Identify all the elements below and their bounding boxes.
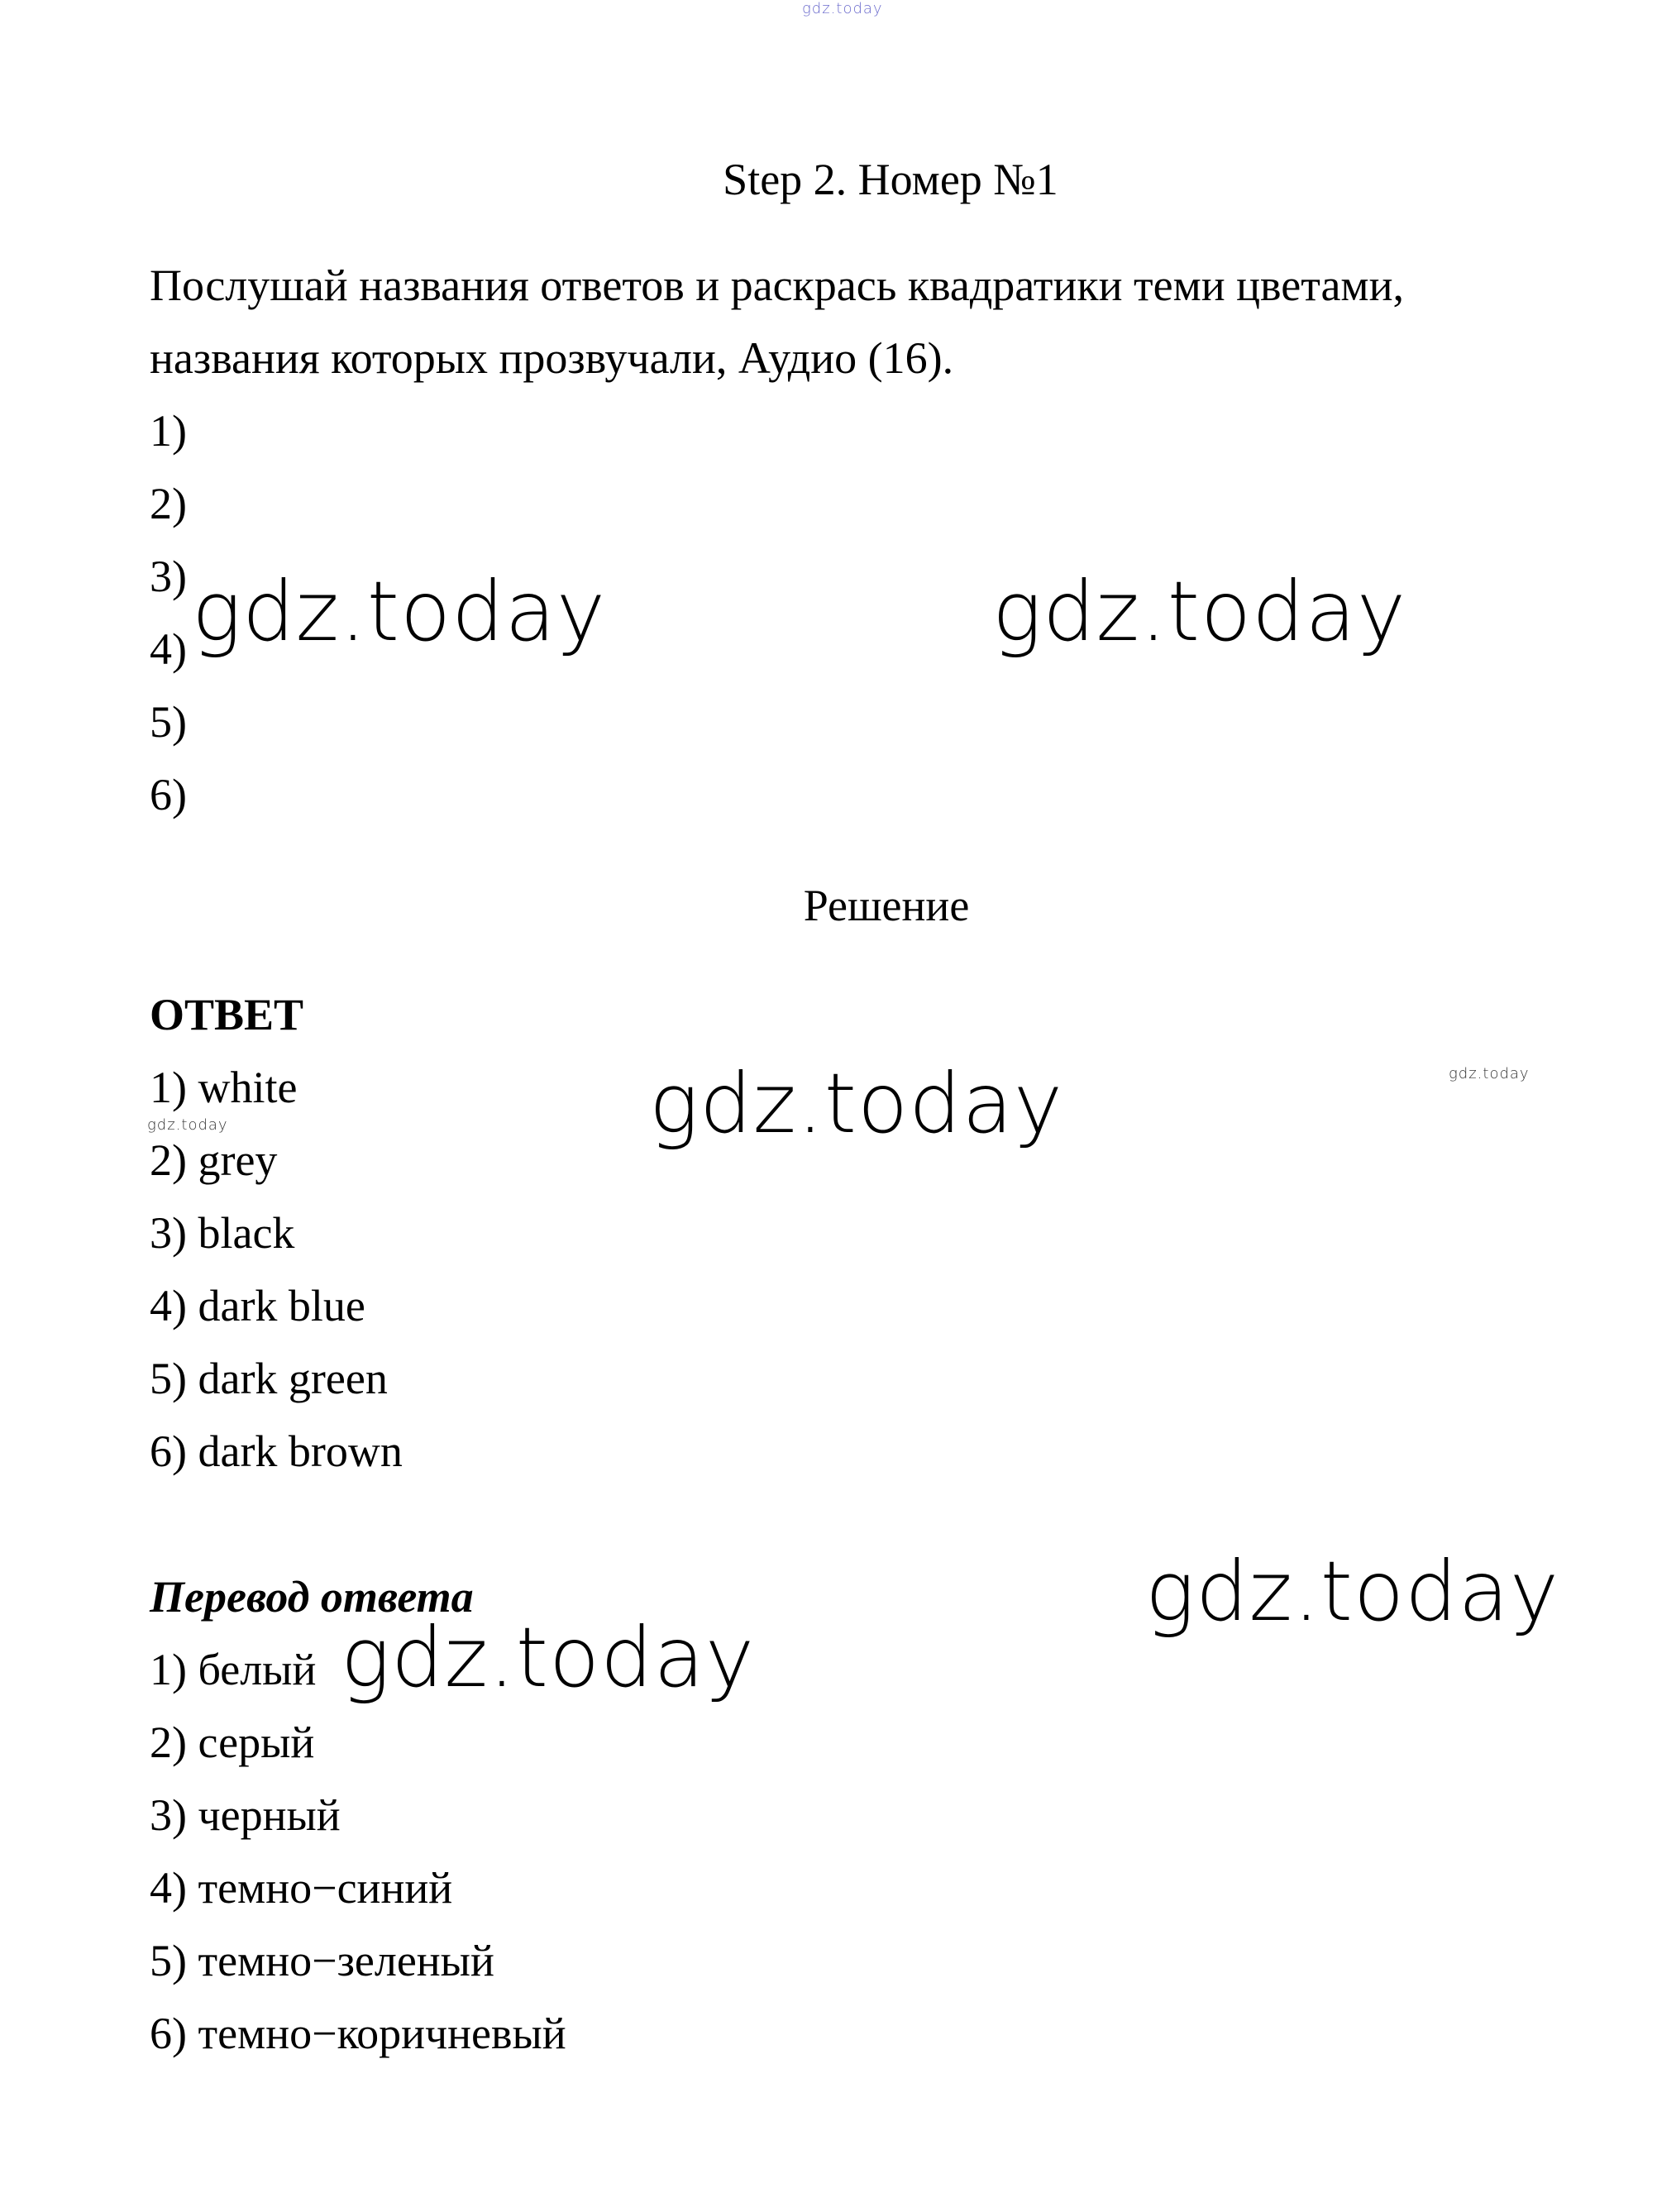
translation-1: 1) белый: [150, 1645, 317, 1694]
answer-3: 3) black: [150, 1208, 295, 1258]
translation-6: 6) темно−коричневый: [150, 2009, 566, 2058]
task-text-line-2: названия которых прозвучали, Аудио (16).: [150, 333, 954, 383]
watermark-small-right: gdz.today: [1449, 1065, 1530, 1082]
task-text-line-1: Послушай названия ответов и раскрась квадратики теми цветами,: [150, 260, 1404, 310]
watermark-4: gdz.today: [1145, 1543, 1560, 1640]
task-item-5: 5): [150, 697, 187, 747]
answer-1: 1) white: [150, 1063, 298, 1112]
translation-4: 4) темно−синий: [150, 1863, 453, 1913]
answer-6: 6) dark brown: [150, 1426, 403, 1476]
task-item-6: 6): [150, 770, 187, 819]
translation-label: Перевод ответа: [150, 1572, 474, 1622]
task-item-1: 1): [150, 406, 187, 456]
translation-2: 2) серый: [150, 1718, 315, 1767]
watermark-3: gdz.today: [649, 1055, 1064, 1152]
translation-3: 3) черный: [150, 1790, 341, 1840]
page-title: Step 2. Номер №1: [723, 155, 1058, 204]
watermark-top: gdz.today: [802, 0, 883, 17]
task-item-2: 2): [150, 479, 187, 528]
answer-label: ОТВЕТ: [150, 990, 304, 1039]
answer-4: 4) dark blue: [150, 1281, 365, 1331]
task-item-3: 3): [150, 552, 187, 601]
translation-5: 5) темно−зеленый: [150, 1936, 494, 1985]
answer-5: 5) dark green: [150, 1354, 388, 1403]
watermark-1: gdz.today: [192, 563, 607, 660]
task-item-4: 4): [150, 624, 187, 674]
watermark-small-left: gdz.today: [147, 1116, 228, 1134]
watermark-2: gdz.today: [992, 563, 1407, 660]
watermark-5: gdz.today: [341, 1609, 756, 1706]
solution-heading: Решение: [803, 881, 970, 930]
answer-2: 2) grey: [150, 1135, 278, 1185]
